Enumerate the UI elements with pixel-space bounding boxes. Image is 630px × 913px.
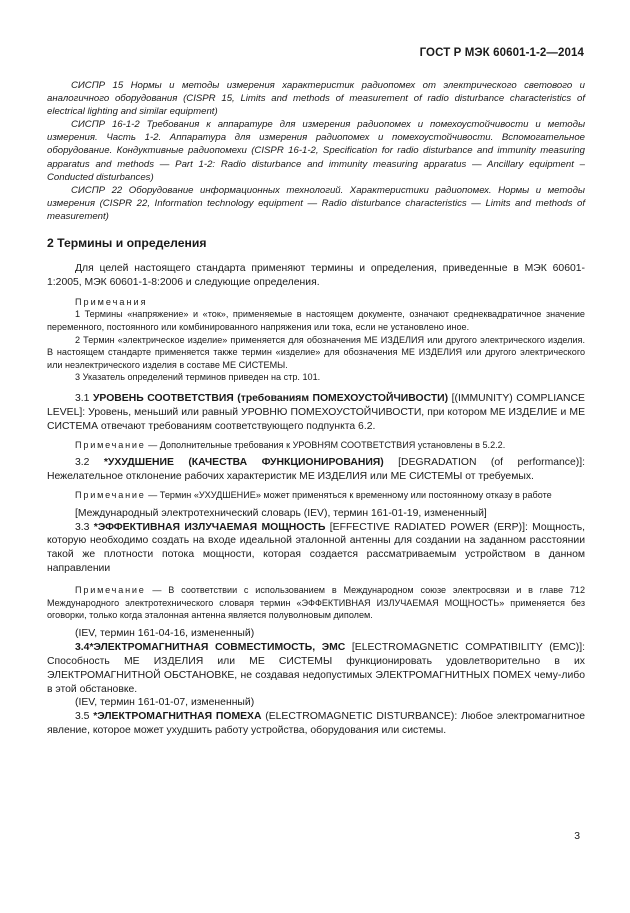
term-3-3-note xyxy=(47,584,585,622)
note-label: Примечание xyxy=(75,585,146,596)
term-number: 3.4 xyxy=(75,641,90,653)
section-heading: 2 Термины и определения xyxy=(47,236,207,251)
note-1: 1 Термины «напряжение» и «ток», применяемые в настоящем документе, означают среднеквадратичное значение переменного, постоянного или комбинированного напряжения или тока, если не установлено иное. xyxy=(47,309,585,332)
term-3-5 xyxy=(47,710,585,738)
reference-cispr-15: СИСПР 15 Нормы и методы измерения характеристик радиопомех от электрического светового и аналогичного оборудования (CISPR 15, Limits and methods of measurement of radio disturbance characteristics of electrical lighting and similar equipment) xyxy=(47,80,585,118)
section-intro: Для целей настоящего стандарта применяют термины и определения, приведенные в МЭК 60601-1:2005, МЭК 60601-1-8:2006 и следующие определения. xyxy=(47,263,585,288)
term-name: *ЭЛЕКТРОМАГНИТНАЯ СОВМЕСТИМОСТЬ, ЭМС xyxy=(89,641,346,653)
notes-heading: Примечания xyxy=(75,296,148,307)
term-name: *УХУДШЕНИЕ (КАЧЕСТВА ФУНКЦИОНИРОВАНИЯ) xyxy=(103,457,384,469)
note-label: Примечание xyxy=(75,490,146,501)
term-number: 3.5 xyxy=(75,711,90,723)
term-3-1 xyxy=(47,392,585,434)
term-3-2 xyxy=(47,456,585,484)
term-definition: (ELECTROMAGNETIC DISTURBANCE): Любое электромагнитное явление, которое может ухудшить работу устройства, оборудования или системы. xyxy=(47,711,586,737)
term-3-2-note xyxy=(47,489,585,502)
term-3-1-note xyxy=(47,439,585,452)
term-number: 3.3 xyxy=(75,521,90,533)
term-name: *ЭЛЕКТРОМАГНИТНАЯ ПОМЕХА xyxy=(93,711,262,723)
term-definition: [EFFECTIVE RADIATED POWER (ERP)]: Мощность, которую необходимо создать на входе идеальной эталонной антенны для создании на заданном расстоянии такой же плотности потока мощности, которая создается рассматриваемым устройством в данном направлении xyxy=(47,521,586,575)
term-3-3 xyxy=(47,521,585,577)
term-number: 3.1 xyxy=(75,392,90,404)
page-content xyxy=(47,79,585,738)
note-3: 3 Указатель определений терминов приведен на стр. 101. xyxy=(75,372,321,383)
page-number: 3 xyxy=(574,831,580,842)
note-text: — Термин «УХУДШЕНИЕ» может применяться к временному или постоянному отказу в работе xyxy=(145,490,552,501)
term-definition: [DEGRADATION (of performance)]: Нежелательное отклонение рабочих характеристик МЕ ИЗДЕЛИЯ или МЕ СИСТЕМЫ от требуемых. xyxy=(47,457,586,483)
note-text: — Дополнительные требования к УРОВНЯМ СООТВЕТСТВИЯ установлены в 5.2.2. xyxy=(145,439,506,450)
note-label: Примечание xyxy=(75,439,146,450)
term-definition: [ELECTROMAGNETIC COMPATIBILITY (EMC)]: Способность МЕ ИЗДЕЛИЯ или МЕ СИСТЕМЫ функционировать удовлетворительно в их ЭЛЕКТРОМАГНИТНОЙ ОБСТАНОВКЕ, не создавая недопустимых ЭЛЕКТРОМАГНИТНЫХ ПОМЕХ чему-либо в этой обстановке. xyxy=(47,641,586,695)
term-3-3-source: (IEV, термин 161-04-16, измененный) xyxy=(75,627,255,639)
term-definition: [(IMMUNITY) COMPLIANCE LEVEL]: Уровень, меньший или равный УРОВНЮ ПОМЕХОУСТОЙЧИВОСТИ, при котором МЕ ИЗДЕЛИЕ и МЕ СИСТЕМА отвечают требованиям соответствующего подпункта 6.2. xyxy=(47,392,585,432)
term-name: УРОВЕНЬ СООТВЕТСТВИЯ (требованиям ПОМЕХОУСТОЙЧИВОСТИ) xyxy=(92,392,449,404)
term-3-4 xyxy=(47,641,585,697)
term-name: *ЭФФЕКТИВНАЯ ИЗЛУЧАЕМАЯ МОЩНОСТЬ xyxy=(93,521,326,533)
reference-cispr-16-1-2: СИСПР 16-1-2 Требования к аппаратуре для измерения радиопомех и помехоустойчивости и методы измерения. Часть 1-2. Аппаратура для измерения радиопомех и помехоустойчивости. Вспомогательное оборудование. Кондуктивные радиопомехи (CISPR 16-1-2, Specification for radio disturbance and immunity measuring apparatus and methods — Part 1-2: Radio disturbance and immunity measuring apparatus — Ancillary equipment – Conducted disturbances) xyxy=(47,119,585,183)
note-text: — В соответствии с использованием в Международном союзе электросвязи и в главе 712 Международного электротехнического словаря термин «ЭФФЕКТИВНАЯ ИЗЛУЧАЕМАЯ МОЩНОСТЬ» применяется без оговорки, только когда эталонная антенна является полуволновым диполем. xyxy=(47,585,585,621)
reference-cispr-22: СИСПР 22 Оборудование информационных технологий. Характеристики радиопомех. Нормы и методы измерения (CISPR 22, Information technology equipment — Radio disturbance characteristics — Limits and methods of measurement) xyxy=(47,184,585,222)
term-number: 3.2 xyxy=(75,457,90,469)
term-3-4-source: (IEV, термин 161-01-07, измененный) xyxy=(75,697,255,709)
note-2: 2 Термин «электрическое изделие» применяется для обозначения МЕ ИЗДЕЛИЯ или другого электрического изделия. В настоящем стандарте применяется также термин «изделие» для обозначения МЕ ИЗДЕЛИЯ или другого электрического или неэлектрического изделия в составе МЕ СИСТЕМЫ. xyxy=(47,334,585,370)
term-3-2-source: [Международный электротехнический словарь (IEV), термин 161-01-19, измененный] xyxy=(75,507,487,519)
standard-header: ГОСТ Р МЭК 60601-1-2—2014 xyxy=(419,47,584,59)
